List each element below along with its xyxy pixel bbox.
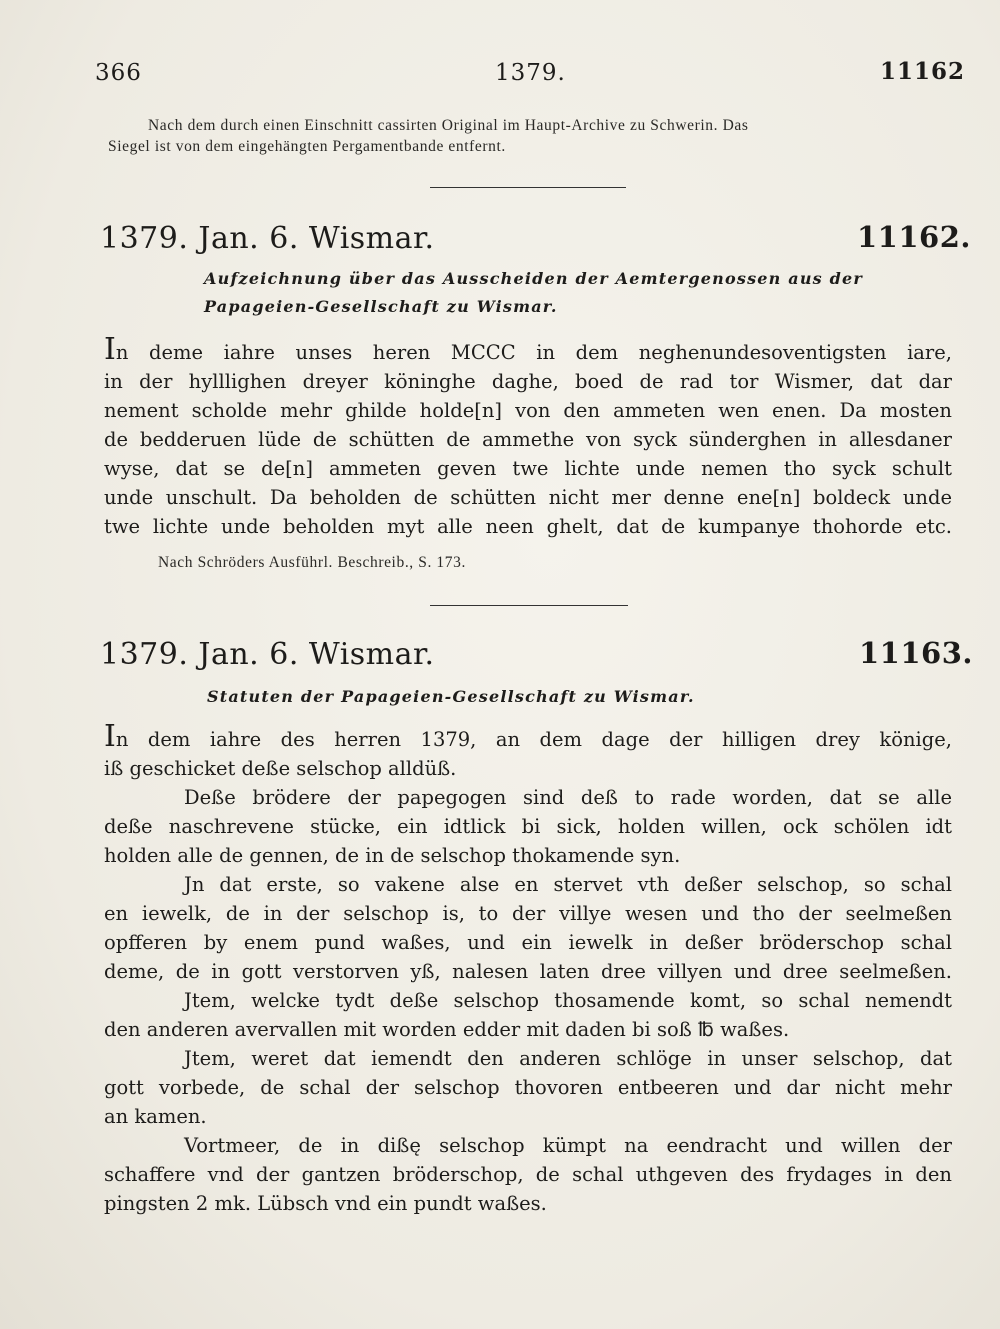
text-line: twe lichte unde beholden myt alle neen ghelt, dat de kumpanye thohorde etc. (104, 515, 952, 538)
text-line: den anderen avervallen mit worden edder mit daden bi soß ℔ waßes. (104, 1018, 790, 1041)
text-line: wyse, dat se de[n] ammeten geven twe lichte unde nemen tho syck schult (104, 457, 952, 480)
page-number: 366 (95, 60, 142, 86)
doc-text (104, 719, 952, 1218)
text-line: nement scholde mehr ghilde holde[n] von den ammeten wen enen. Da mosten (104, 399, 952, 422)
text-line: Vortmeer, de in dißę selschop kümpt na eendracht und willen der (184, 1134, 952, 1157)
text-line: an kamen. (104, 1105, 207, 1128)
text-line: en iewelk, de in der selschop is, to der villye wesen und tho der seelmeßen (104, 902, 952, 925)
text-line: deße naschrevene stücke, ein idtlick bi sick, holden willen, ock schölen idt (104, 815, 952, 838)
doc-title-line: Aufzeichnung über das Ausscheiden der Aemtergenossen aus der (204, 269, 864, 288)
source-note: Nach Schröders Ausführl. Beschreib., S. 173. (158, 554, 466, 571)
doc-heading: 1379. Jan. 6. Wismar. (100, 637, 435, 672)
archive-note-line: Nach dem durch einen Einschnitt cassirten Original im Haupt-Archive zu Schwerin. Das (148, 117, 749, 134)
text-line: Jtem, welcke tydt deße selschop thosamende komt, so schal nemendt (184, 989, 952, 1012)
section-divider (430, 605, 628, 606)
text-line: Deße brödere der papegogen sind deß to rade worden, dat se alle (184, 786, 952, 809)
archive-note-line: Siegel ist von dem eingehängten Pergamentbande entfernt. (108, 138, 506, 155)
text-line: de bedderuen lüde de schütten de ammethe von syck sünderghen in allesdaner (104, 428, 952, 451)
text-line: deme, de in gott verstorven yß, nalesen laten dree villyen und dree seelmeßen. (104, 960, 952, 983)
text-line: Jn dat erste, so vakene alse en stervet vth deßer selschop, so schal (184, 873, 952, 896)
text-line: In dem iahre des herren 1379, an dem dage der hilligen drey könige, (104, 719, 952, 754)
header-document-number: 11162 (880, 58, 966, 85)
text-line: unde unschult. Da beholden de schütten nicht mer denne ene[n] boldeck unde (104, 486, 952, 509)
doc-title: Statuten der Papageien-Gesellschaft zu Wismar. (207, 687, 695, 706)
text-line: Jtem, weret dat iemendt den anderen schlöge in unser selschop, dat (184, 1047, 952, 1070)
doc-number: 11163. (859, 636, 973, 670)
text-line: in der hylllighen dreyer köninghe daghe, boed de rad tor Wismer, dat dar (104, 370, 952, 393)
text-line: opfferen by enem pund waßes, und ein iewelk in deßer bröderschop schal (104, 931, 952, 954)
text-line: In deme iahre unses heren MCCC in dem neghenundesoventigsten iare, (104, 332, 952, 367)
text-line: pingsten 2 mk. Lübsch vnd ein pundt waßes. (104, 1192, 547, 1215)
doc-heading: 1379. Jan. 6. Wismar. (100, 221, 435, 256)
doc-title-line: Papageien-Gesellschaft zu Wismar. (204, 297, 558, 316)
text-line: gott vorbede, de schal der selschop thovoren entbeeren und dar nicht mehr (104, 1076, 952, 1099)
header-year: 1379. (495, 60, 566, 86)
text-line: holden alle de gennen, de in de selschop thokamende syn. (104, 844, 681, 867)
doc-text (104, 332, 952, 541)
section-divider (430, 187, 626, 188)
doc-number: 11162. (857, 220, 971, 254)
text-line: iß geschicket deße selschop alldüß. (104, 757, 457, 780)
text-line: schaffere vnd der gantzen bröderschop, de schal uthgeven des frydages in den (104, 1163, 952, 1186)
